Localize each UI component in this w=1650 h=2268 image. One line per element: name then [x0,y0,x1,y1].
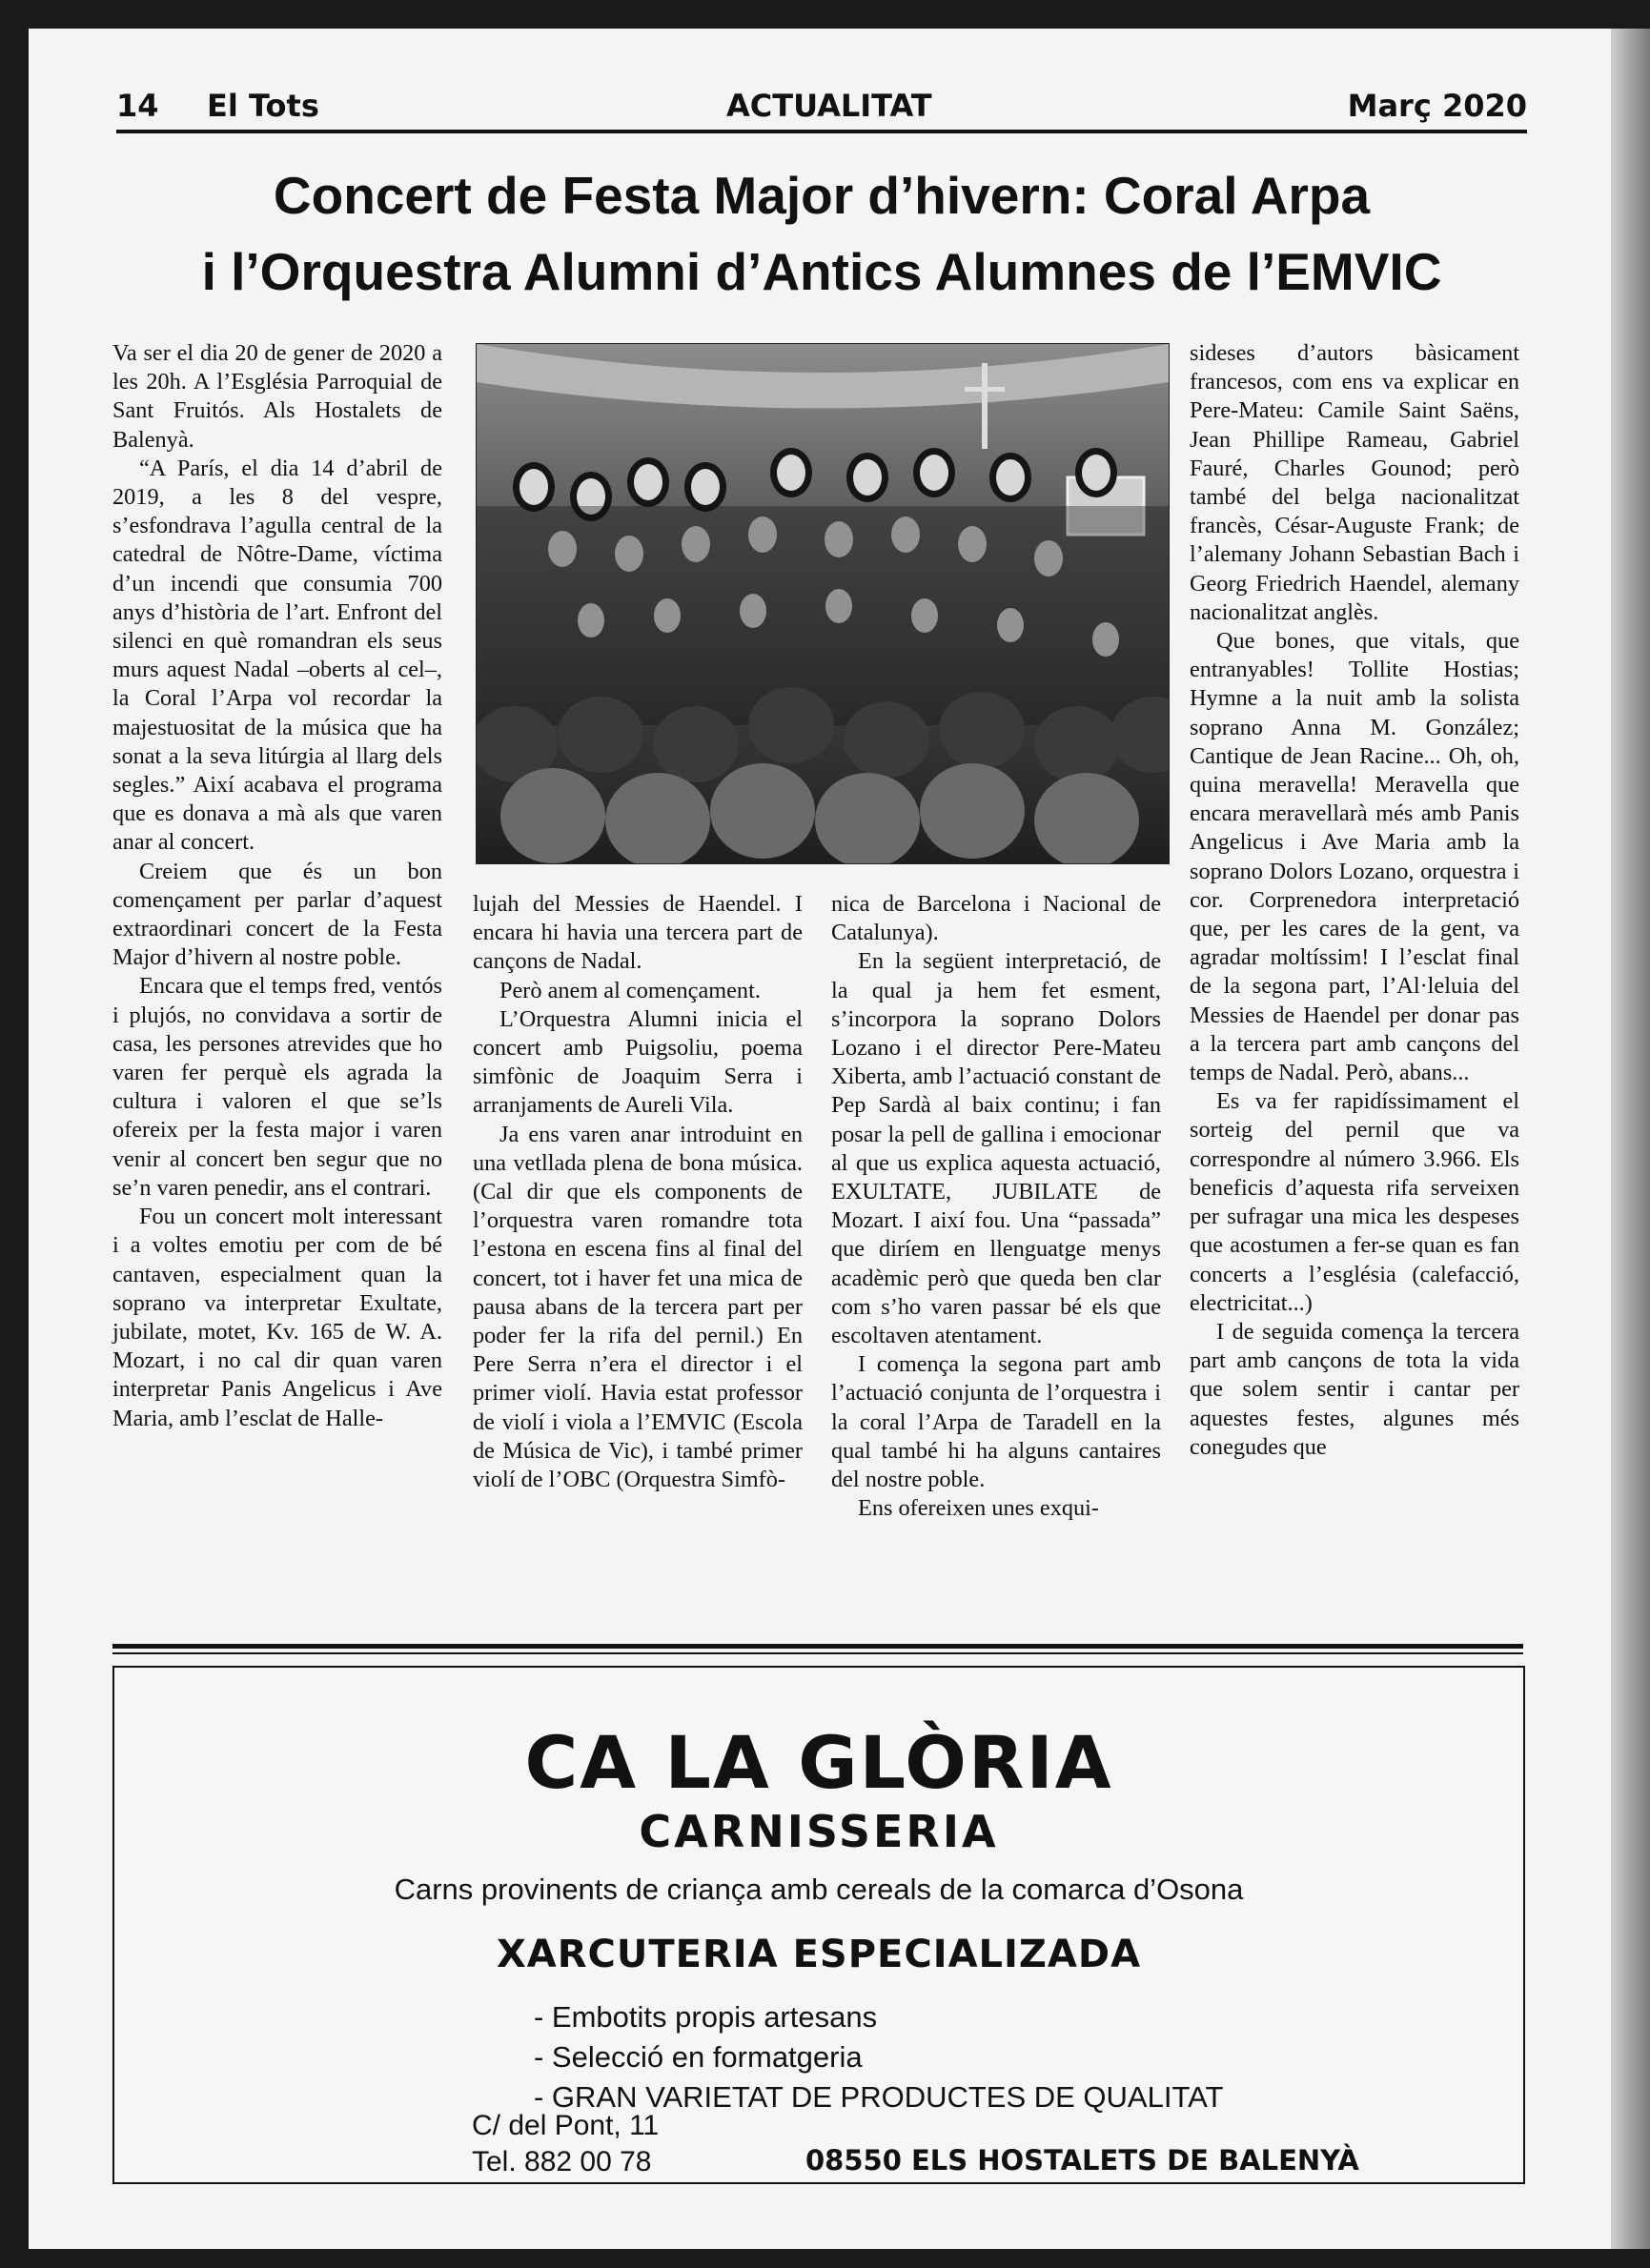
paragraph: Ens ofereixen unes exqui- [858,1495,1100,1522]
paragraph: En la següent interpretació, de la qual ja hem fet esment, s’incorpora la soprano Dolors Lozano i el director Pere-Mateu Xiberta, amb l’actuació constant de Pep Sardà al baix continu; i fan posar la pell de gallina i emocionar al que us explica aquesta actuació, EXULTATE, JUBILATE de Mozart. I així fou. Una “passada” que diríem en llenguatge menys acadèmic però que queda ben clar com s’ho varen passar bé els que escoltaven atentament. [831,948,1161,1349]
paragraph: Encara que el temps fred, ventós i plujós, no convidava a sortir de casa, les persones atrevides que ho varen fer perquè els agrada la cultura i valoren el que se’ls ofereix per la festa major i varen venir al concert ben segur que no se’n varen penedir, ans el contrari. [112,973,442,1201]
ad-product-item: - GRAN VARIETAT DE PRODUCTES DE QUALITAT [534,2080,1224,2114]
article-column-4 [1190,339,1519,1462]
article-end-rule [112,1644,1523,1649]
article-end-rule-thin [112,1652,1523,1654]
paragraph: lujah del Messies de Haendel. I encara hi havia una tercera part de cançons de Nadal. [473,891,803,975]
page-header [116,88,1527,135]
section-name: ACTUALITAT [726,88,932,124]
paragraph: I de seguida comença la tercera part amb cançons de tota la vida que solem sentir i cantar per aquestes festes, algunes més conegudes que [1190,1318,1519,1460]
choir-illustration [477,344,1169,863]
article-column-1 [112,339,442,1433]
paragraph: “A París, el dia 14 d’abril de 2019, a les 8 del vespre, s’esfondrava l’agulla central de la catedral de Nôtre-Dame, víctima d’un incendi que consumia 700 anys d’història de l’art. Enfront del silenci en què romandran els seus murs aquest Nadal –oberts al cel–, la Coral l’Arpa vol recordar la majestuositat de la música que ha sonat a la seva litúrgia al llarg dels segles.” Així acabava el programa que es donava a mà als que varen anar al concert. [112,455,442,856]
paragraph: I comença la segona part amb l’actuació conjunta de l’orquestra i la coral l’Arpa de Taradell en la qual també hi ha alguns cantaires del nostre poble. [831,1351,1161,1493]
paragraph: sideses d’autors bàsicament francesos, com ens va explicar en Pere-Mateu: Camile Saint Saëns, Jean Phillipe Rameau, Gabriel Fauré, Charles Gounod; però també del belga nacionalitzat francès, César-Auguste Frank; de l’alemany Johann Sebastian Bach i Georg Friedrich Haendel, alemany nacionalitzat anglès. [1190,340,1519,625]
title-line-1: Concert de Festa Major d’hivern: Coral Arpa [273,166,1371,225]
paragraph: Però anem al començament. [499,977,761,1003]
ad-business-name: CA LA GLÒRIA [524,1720,1113,1805]
concert-photo [476,343,1170,864]
article-title [116,157,1527,310]
issue-date: Març 2020 [1347,88,1527,124]
paragraph: Creiem que és un bon començament per parlar d’aquest extraordinari concert de la Festa Major d’hivern al nostre poble. [112,858,442,971]
ad-product-list [534,1997,1223,2117]
paragraph: Va ser el dia 20 de gener de 2020 a les 20h. A l’Església Parroquial de Sant Fruitós. Als Hostalets de Balenyà. [112,340,442,453]
ad-product-item: - Embotits propis artesans [534,2000,878,2034]
paragraph: Que bones, que vitals, que entranyables! Tollite Hostias; Hymne a la nuit amb la solista soprano Anna M. González; Cantique de Jean Racine... Oh, oh, quina meravella! Meravella que encara meravellarà més amb Panis Angelicus i Ave Maria amb la soprano Dolors Lozano, orquestra i cor. Corprenedora interpretació que, per les cares de la gent, va agradar moltíssim! I l’esclat final de la segona part, l’Al·leluia del Messies de Haendel per donar pas a la tercera part amb cançons del temps de Nadal. Però, abans... [1190,628,1519,1086]
page-number: 14 [116,88,159,124]
ad-product-item: - Selecció en formatgeria [534,2040,863,2074]
paragraph: nica de Barcelona i Nacional de Catalunya). [831,891,1161,946]
ad-description: Carns provinents de criança amb cereals de la comarca d’Osona [394,1873,1244,1906]
ad-business-type: CARNISSERIA [639,1806,999,1857]
paragraph: Fou un concert molt interessant i a voltes emotiu per com de bé cantaven, especialment quan la soprano va interpretar Exultate, jubilate, motet, Kv. 165 de W. A. Mozart, i no cal dir quan varen interpretar Panis Angelicus i Ave Maria, amb l’esclat de Halle- [112,1204,442,1431]
article-column-3 [831,890,1161,1523]
newspaper-page [29,29,1611,2249]
paragraph: Es va fer rapidíssimament el sorteig del pernil que va correspondre al número 3.966. Els beneficis d’aquesta rifa serveixen per sufragar una mica les despeses que acostumen a fer-se quan es fan concerts a l’església (calefacció, electricitat...) [1190,1088,1519,1316]
publication-name: El Tots [207,88,319,124]
paragraph: Ja ens varen anar introduint en una vetllada plena de bona música. (Cal dir que els components de l’orquestra varen romandre tota l’estona en escena fins al final del concert, tot i haver fet una mica de pausa abans de la tercera part per poder fer la rifa del pernil.) En Pere Serra n’era el director i el primer violí. Havia estat professor de violí i viola a l’EMVIC (Escola de Música de Vic), i també primer violí de l’OBC (Orquestra Simfò- [473,1121,803,1493]
ad-contact [472,2108,659,2180]
article-column-2 [473,890,803,1494]
header-rule [116,130,1527,133]
ad-phone: Tel. 882 00 78 [472,2146,652,2177]
ad-specialty: XARCUTERIA ESPECIALIZADA [496,1933,1142,1976]
ad-address: C/ del Pont, 11 [472,2110,660,2141]
advertisement [112,1666,1525,2184]
ad-town: 08550 ELS HOSTALETS DE BALENYÀ [805,2144,1359,2177]
page-edge-shadow [1611,29,1650,2249]
title-line-2: i l’Orquestra Alumni d’Antics Alumnes de l’EMVIC [201,242,1442,301]
paragraph: L’Orquestra Alumni inicia el concert amb Puigsoliu, poema simfònic de Joaquim Serra i arranjaments de Aureli Vila. [473,1005,803,1119]
